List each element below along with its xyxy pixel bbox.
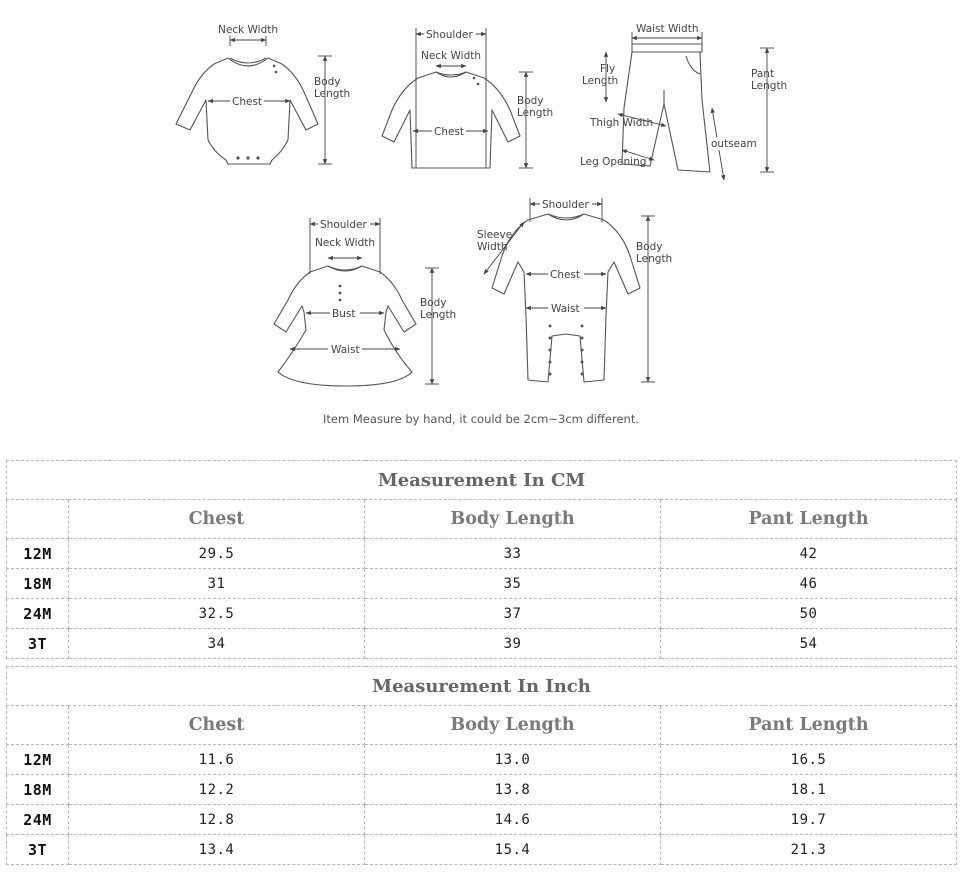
table-row <box>7 629 957 659</box>
body-length-label-2: Length <box>314 88 351 100</box>
column-header-body-length: Body Length <box>365 500 661 539</box>
table-row <box>7 569 957 599</box>
chest-value: 12.8 <box>69 805 365 835</box>
fly-length-label: Fly <box>600 63 616 75</box>
neck-width-label-3: Neck Width <box>315 237 376 249</box>
column-header-body-length: Body Length <box>365 706 661 745</box>
dress-illustration <box>274 217 456 386</box>
column-header-pant-length: Pant Length <box>661 500 957 539</box>
pant-length-value: 50 <box>661 599 957 629</box>
size-label: 24M <box>7 805 69 835</box>
pants-illustration <box>580 23 787 180</box>
size-label: 3T <box>7 629 69 659</box>
pant-length-value: 16.5 <box>661 745 957 775</box>
body-length-label-6: Length <box>420 309 457 321</box>
chest-value: 11.6 <box>69 745 365 775</box>
chest-label-2: Chest <box>434 126 465 138</box>
table-row <box>7 745 957 775</box>
table-title: Measurement In Inch <box>7 667 957 706</box>
body-length-label-3: Body <box>517 95 544 107</box>
fly-length-label-2: Length <box>582 75 619 87</box>
measurement-caption: Item Measure by hand, it could be 2cm~3cm different. <box>322 412 640 426</box>
chest-value: 31 <box>69 569 365 599</box>
measurement-table-inch <box>6 666 957 865</box>
body-length-label-5: Body <box>420 297 447 309</box>
body-length-value: 33 <box>365 539 661 569</box>
chest-value: 13.4 <box>69 835 365 865</box>
size-label: 24M <box>7 599 69 629</box>
table-title: Measurement In CM <box>7 461 957 500</box>
body-length-value: 15.4 <box>365 835 661 865</box>
chest-value: 12.2 <box>69 775 365 805</box>
size-label: 18M <box>7 775 69 805</box>
table-row <box>7 775 957 805</box>
size-label: 3T <box>7 835 69 865</box>
thigh-width-label: Thigh Width <box>590 117 654 129</box>
chest-label: Chest <box>232 96 263 108</box>
body-length-value: 14.6 <box>365 805 661 835</box>
body-length-label-7: Body <box>636 241 663 253</box>
sleeve-width-label-2: Width <box>477 241 508 253</box>
table-row <box>7 835 957 865</box>
pant-length-value: 54 <box>661 629 957 659</box>
shoulder-label-3: Shoulder <box>542 199 589 211</box>
corner-cell <box>7 706 69 745</box>
body-length-label-8: Length <box>636 253 673 265</box>
pant-length-value: 18.1 <box>661 775 957 805</box>
shoulder-label: Shoulder <box>426 29 473 41</box>
body-length-value: 35 <box>365 569 661 599</box>
shoulder-label-2: Shoulder <box>320 219 367 231</box>
neck-width-label-2: Neck Width <box>421 50 482 62</box>
waist-width-label: Waist Width <box>636 23 699 35</box>
chest-value: 29.5 <box>69 539 365 569</box>
table-row <box>7 599 957 629</box>
table-row <box>7 805 957 835</box>
pant-length-value: 19.7 <box>661 805 957 835</box>
column-header-chest: Chest <box>69 706 365 745</box>
chest-value: 32.5 <box>69 599 365 629</box>
bust-label: Bust <box>332 308 356 320</box>
chest-label-3: Chest <box>550 269 581 281</box>
pant-length-label-2: Length <box>751 80 788 92</box>
size-label: 12M <box>7 539 69 569</box>
pant-length-value: 21.3 <box>661 835 957 865</box>
size-label: 18M <box>7 569 69 599</box>
table-row <box>7 539 957 569</box>
leg-opening-label: Leg Opening <box>580 156 647 168</box>
neck-width-label: Neck Width <box>218 24 279 36</box>
outseam-label: outseam <box>711 138 757 150</box>
waist-label-2: Waist <box>551 303 580 315</box>
long-sleeve-top-illustration <box>382 27 553 168</box>
bodysuit-illustration <box>176 24 350 164</box>
corner-cell <box>7 500 69 539</box>
waist-label: Waist <box>331 344 360 356</box>
body-length-label: Body <box>314 76 341 88</box>
body-length-value: 39 <box>365 629 661 659</box>
column-header-chest: Chest <box>69 500 365 539</box>
size-label: 12M <box>7 745 69 775</box>
chest-value: 34 <box>69 629 365 659</box>
romper-illustration <box>477 197 672 382</box>
body-length-value: 13.0 <box>365 745 661 775</box>
sleeve-width-label: Sleeve <box>477 229 513 241</box>
pant-length-value: 42 <box>661 539 957 569</box>
body-length-value: 13.8 <box>365 775 661 805</box>
column-header-pant-length: Pant Length <box>661 706 957 745</box>
measurement-table-cm <box>6 460 957 659</box>
body-length-label-4: Length <box>517 107 554 119</box>
pant-length-label: Pant <box>751 68 775 80</box>
body-length-value: 37 <box>365 599 661 629</box>
pant-length-value: 46 <box>661 569 957 599</box>
